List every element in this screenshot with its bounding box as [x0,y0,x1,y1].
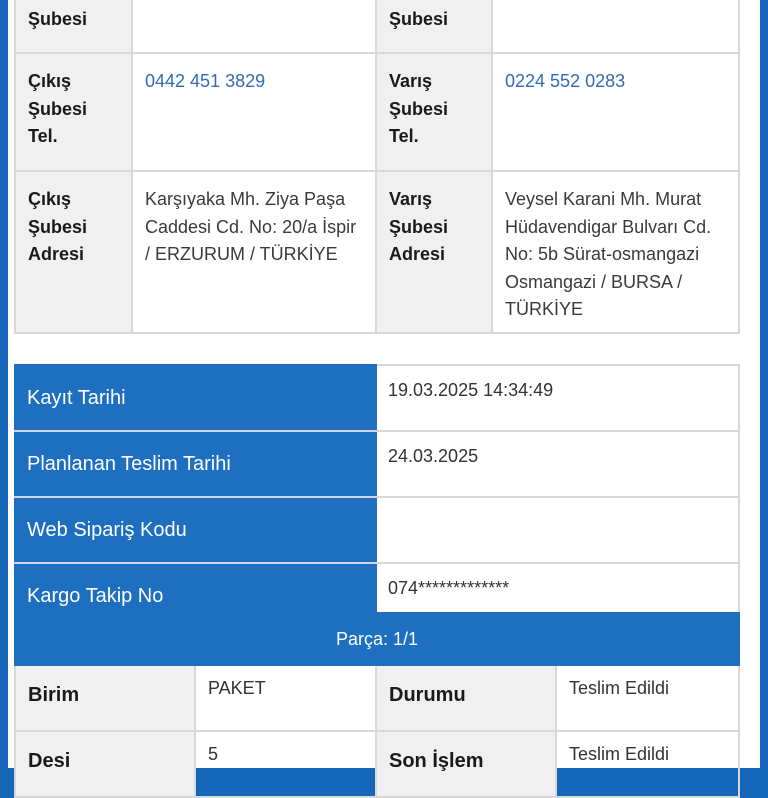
origin-phone-label: Çıkış Şubesi Tel. [15,53,132,171]
web-order-code-value [376,497,739,563]
desi-value: 5 [195,731,376,797]
last-action-label: Son İşlem [376,731,556,797]
phone-row [15,53,739,171]
branch-row [15,0,739,53]
parts-header-row [15,613,739,665]
address-row [15,171,739,333]
tracking-number-label: Kargo Takip No [15,563,376,629]
destination-address-label: Varış Şubesi Adresi [376,171,492,333]
unit-label: Birim [15,665,195,731]
destination-address: Veysel Karani Mh. Murat Hüdavendigar Bulvarı Cd. No: 5b Sürat-osmangazi Osmangazi / BURSA / TÜRKİYE [492,171,739,333]
status-label: Durumu [376,665,556,731]
destination-phone-label: Varış Şubesi Tel. [376,53,492,171]
planned-delivery-value: 24.03.2025 [376,431,739,497]
parts-row [15,665,739,731]
shipment-details-table [14,364,740,630]
unit-value: PAKET [195,665,376,731]
origin-branch-value [132,0,376,53]
detail-row [15,365,739,431]
detail-row [15,431,739,497]
registration-date-value: 19.03.2025 14:34:49 [376,365,739,431]
registration-date-label: Kayıt Tarihi [15,365,376,431]
status-value: Teslim Edildi [556,665,739,731]
parts-header: Parça: 1/1 [15,613,739,665]
tracking-number-value: 074************* [376,563,739,629]
parts-row [15,731,739,797]
web-order-code-label: Web Sipariş Kodu [15,497,376,563]
origin-branch-label: Şubesi [15,0,132,53]
branch-info-table [14,0,740,334]
destination-branch-label: Şubesi [376,0,492,53]
origin-phone-link[interactable]: 0442 451 3829 [132,53,376,171]
destination-branch-value [492,0,739,53]
detail-row [15,497,739,563]
desi-label: Desi [15,731,195,797]
parts-table [14,612,740,798]
origin-address: Karşıyaka Mh. Ziya Paşa Caddesi Cd. No: 20/a İspir / ERZURUM / TÜRKİYE [132,171,376,333]
origin-address-label: Çıkış Şubesi Adresi [15,171,132,333]
planned-delivery-label: Planlanan Teslim Tarihi [15,431,376,497]
last-action-value: Teslim Edildi [556,731,739,797]
destination-phone-link[interactable]: 0224 552 0283 [492,53,739,171]
